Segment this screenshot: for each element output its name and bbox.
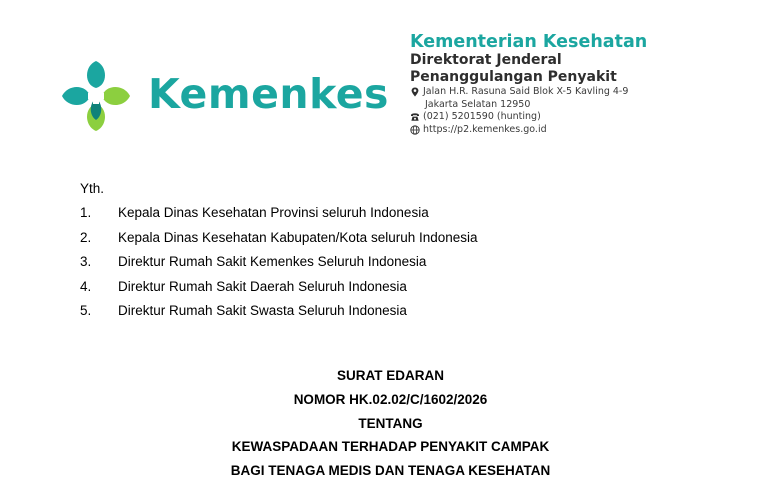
website-line [410,124,770,137]
list-item [80,254,478,279]
list-item-text: Kepala Dinas Kesehatan Kabupaten/Kota seluruh Indonesia [118,229,478,245]
list-item [80,205,478,230]
organization-block [410,32,770,136]
recipient-list [80,205,478,328]
circular-heading [0,368,781,487]
location-pin-icon [410,87,420,97]
kemenkes-wordmark: Kemenkes [148,70,389,118]
globe-icon [410,125,420,135]
address-text-2: Jakarta Selatan 12950 [425,98,531,110]
organization-subtitle-2: Penanggulangan Penyakit [410,69,617,85]
salutation: Yth. [80,181,105,196]
telephone-icon [410,112,420,122]
list-item-text: Kepala Dinas Kesehatan Provinsi seluruh Indonesia [118,205,429,220]
about-label: TENTANG [358,415,423,431]
subject-line-2: BAGI TENAGA MEDIS DAN TENAGA KESEHATAN [230,463,551,479]
list-item-number: 4. [80,278,92,294]
list-item-number: 2. [80,229,92,245]
subject-line-1: KEWASPADAAN TERHADAP PENYAKIT CAMPAK [231,439,550,455]
list-item-text: Direktur Rumah Sakit Daerah Seluruh Indonesia [118,278,407,294]
list-item-text: Direktur Rumah Sakit Swasta Seluruh Indonesia [118,303,407,319]
list-item-number: 3. [80,254,92,270]
list-item [80,230,478,255]
organization-subtitle-1: Direktorat Jenderal [410,52,562,68]
list-item-number: 1. [80,205,92,220]
kemenkes-leaf-cross-icon [60,58,132,134]
document-type: SURAT EDARAN [337,368,444,383]
website-text[interactable]: https://p2.kemenkes.go.id [423,123,547,135]
phone-text: (021) 5201590 (hunting) [423,111,541,122]
phone-line [410,111,770,124]
list-item-number: 5. [80,303,92,319]
list-item [80,303,478,328]
organization-title: Kementerian Kesehatan [410,32,648,52]
list-item [80,279,478,304]
address-line-2 [410,99,770,112]
document-number: NOMOR HK.02.02/C/1602/2026 [293,391,488,407]
address-text-1: Jalan H.R. Rasuna Said Blok X-5 Kavling 4-9 [423,86,629,97]
list-item-text: Direktur Rumah Sakit Kemenkes Seluruh Indonesia [118,254,427,270]
address-line-1 [410,86,770,99]
